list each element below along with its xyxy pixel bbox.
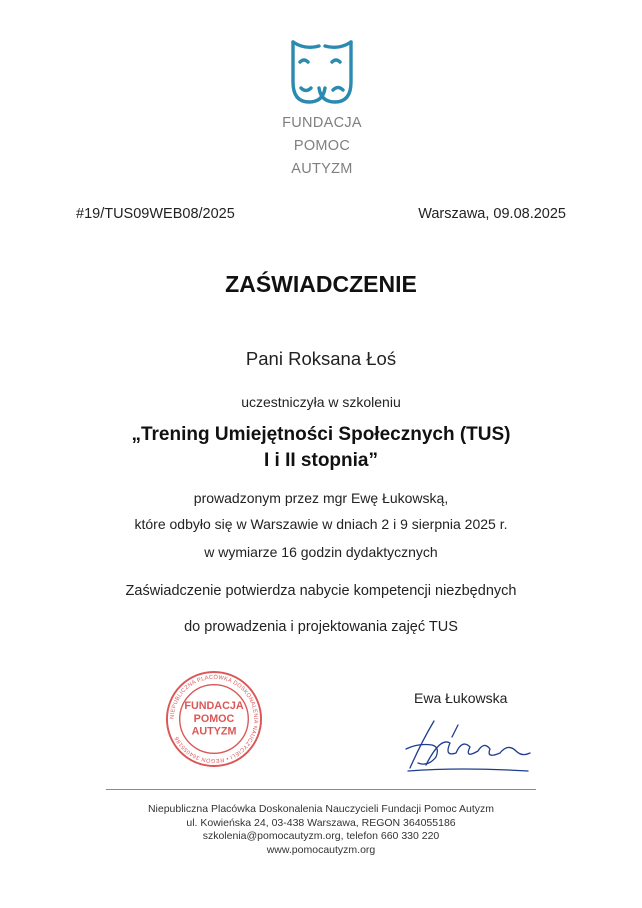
trainer-text: prowadzonym przez mgr Ewę Łukowską,: [193, 490, 449, 506]
logo-wordmark: [282, 112, 362, 181]
document-title: ZAŚWIADCZENIE: [225, 271, 417, 297]
logo-line-3: AUTYZM: [291, 161, 353, 177]
official-stamp: [165, 670, 263, 768]
place-and-date: Warszawa, 09.08.2025: [418, 206, 566, 222]
course-title: [0, 422, 642, 474]
footer-line-4: www.pomocautyzm.org: [266, 843, 376, 856]
stamp-line-1: FUNDACJA: [184, 700, 244, 713]
course-title-line-2: I i II stopnia”: [263, 450, 378, 471]
recipient-name: Pani Roksana Łoś: [245, 348, 397, 369]
theater-masks-icon: [289, 38, 355, 106]
handwritten-signature: [400, 713, 535, 773]
footer: [0, 803, 642, 857]
signer-name: Ewa Łukowska: [414, 690, 508, 706]
competence-text-1: Zaświadczenie potwierdza nabycie kompetencji niezbędnych: [125, 583, 517, 599]
logo-line-2: POMOC: [293, 138, 351, 154]
stamp-line-3: AUTYZM: [191, 725, 237, 738]
foundation-logo: [282, 38, 362, 181]
competence-text-2: do prowadzenia i projektowania zajęć TUS: [184, 619, 458, 635]
course-title-line-1: „Trening Umiejętności Społecznych (TUS): [131, 424, 511, 445]
stamp-line-2: POMOC: [193, 712, 235, 725]
footer-line-2: ul. Kowieńska 24, 03-438 Warszawa, REGON 364055186: [186, 816, 456, 829]
footer-line-1: Niepubliczna Placówka Doskonalenia Nauczycieli Fundacji Pomoc Autyzm: [147, 803, 495, 815]
logo-line-1: FUNDACJA: [282, 115, 362, 131]
hours-text: w wymiarze 16 godzin dydaktycznych: [204, 544, 438, 560]
footer-divider: [106, 789, 536, 790]
participation-text: uczestniczyła w szkoleniu: [241, 394, 401, 410]
certificate-number: #19/TUS09WEB08/2025: [76, 206, 235, 222]
date-location-text: które odbyło się w Warszawie w dniach 2 i 9 sierpnia 2025 r.: [134, 516, 508, 532]
stamp-ring-text: NIEPUBLICZNA PLACÓWKA DOSKONALENIA NAUCZYCIELI • REGON 364055186: [169, 674, 259, 764]
footer-line-3: szkolenia@pomocautyzm.org, telefon 660 330 220: [202, 830, 440, 842]
